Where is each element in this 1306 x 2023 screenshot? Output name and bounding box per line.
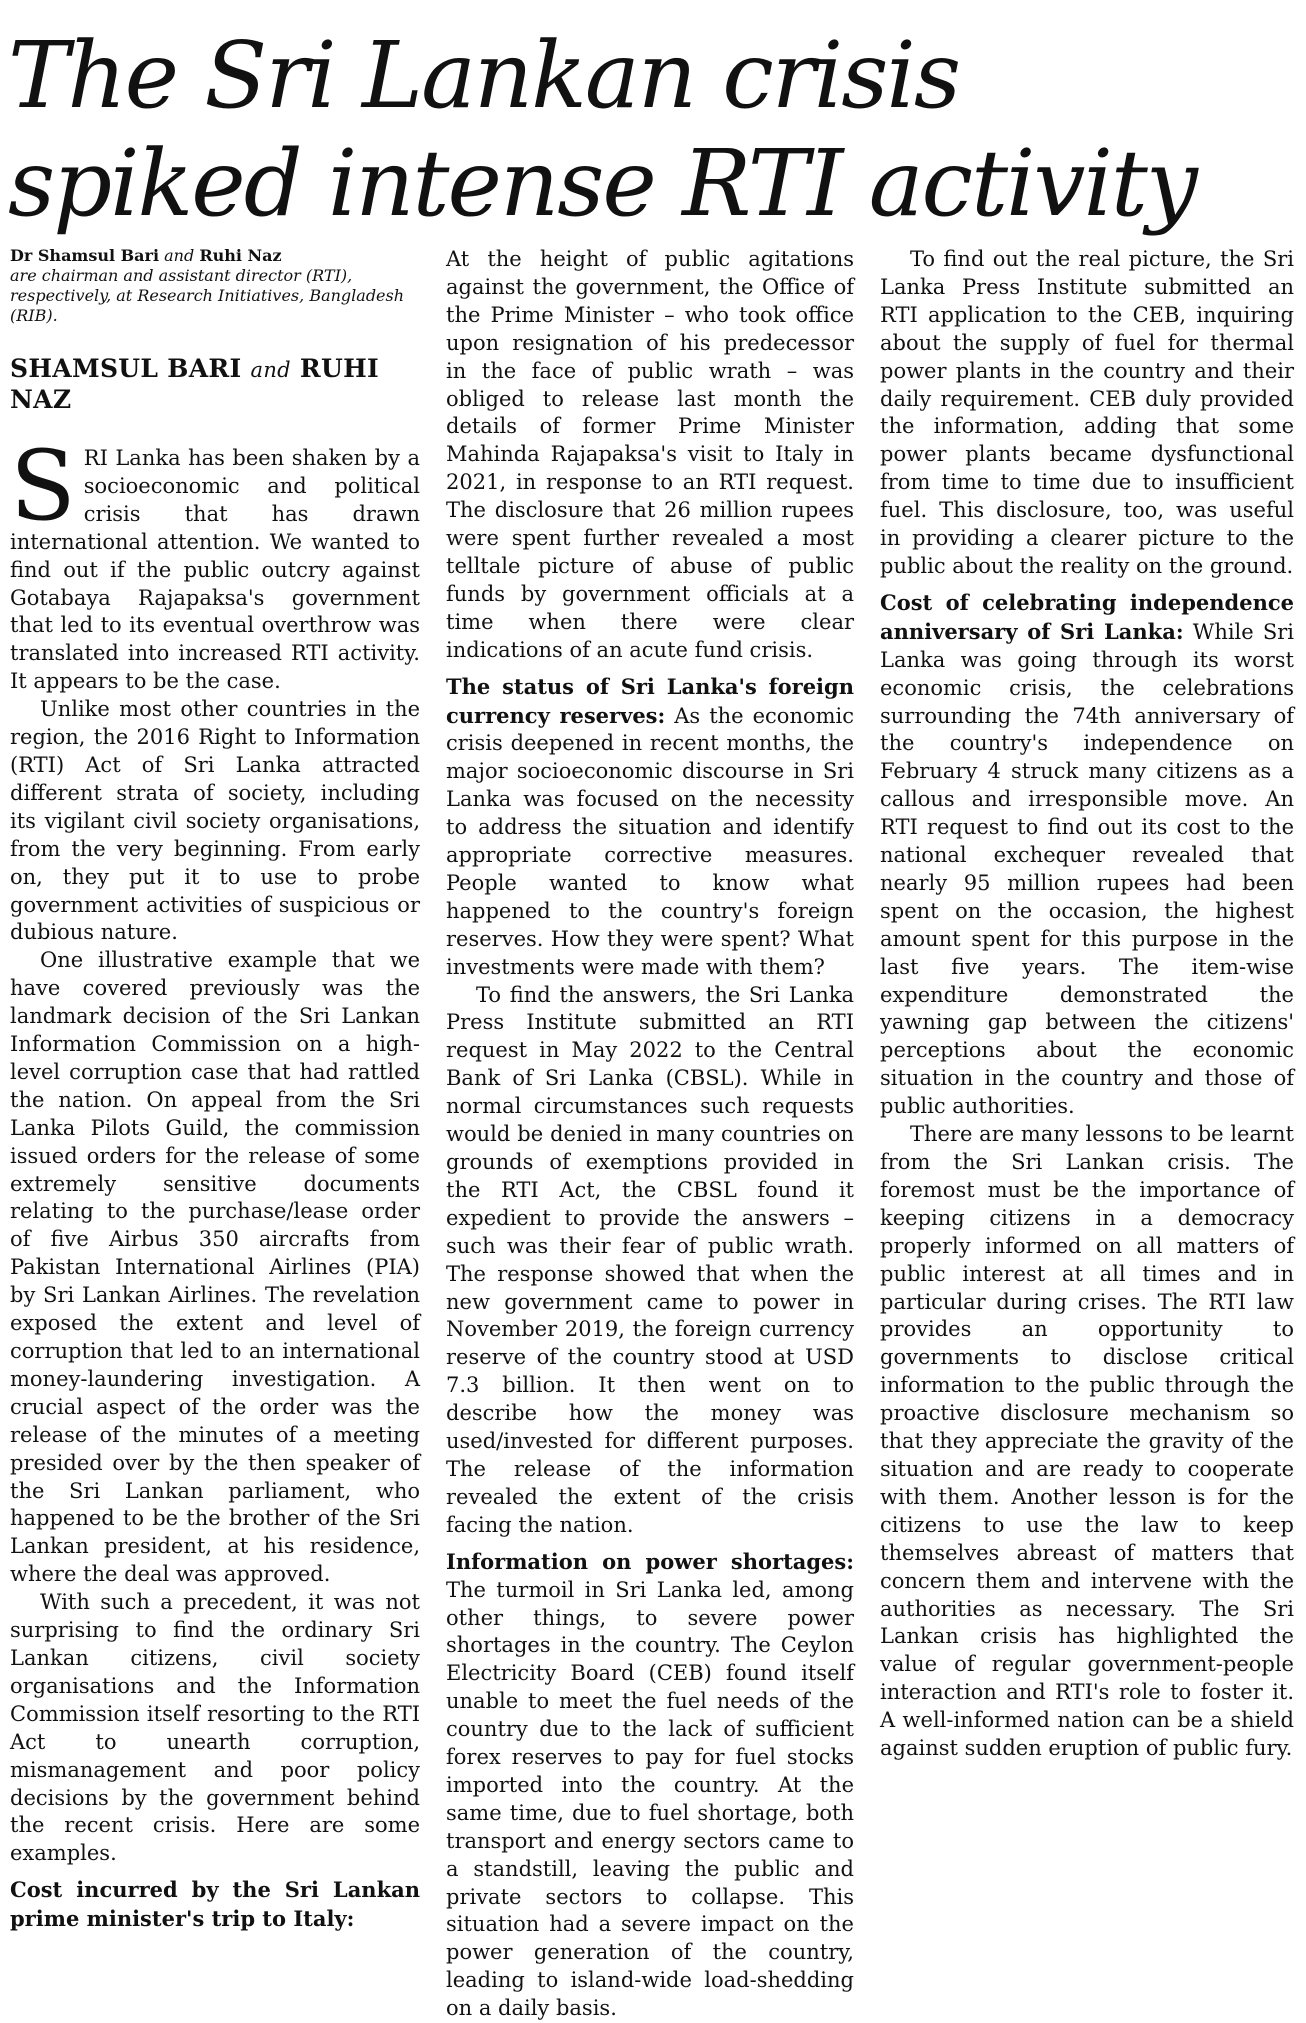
author-line-author-2: RUHI NAZ <box>10 354 379 414</box>
paragraph-3: One illustrative example that we have covered previously was the landmark decision of the Sri Lankan Information Commission on a high-level corruption case that had rattled the nation. On appeal from the Sri Lanka Pilots Guild, the commission issued orders for the release of some extremely sensitive documents relating to the purchase/lease order of five Airbus 350 aircrafts from Pakistan International Airlines (PIA) by Sri Lankan Airlines. The revelation exposed the extent and level of corruption that led to an international money-laundering investigation. A crucial aspect of the order was the release of the minutes of a meeting presided over by the then speaker of the Sri Lankan parliament, who happened to be the brother of the Sri Lankan president, at his residence, where the deal was approved. <box>10 948 420 1587</box>
section-4-body: While Sri Lanka was going through its worst economic crisis, the celebrations surrounding the 74th anniversary of the country's independence on February 4 struck many citizens as a callous and irresponsible move. An RTI request to find out its cost to the national exchequer revealed that nearly 95 million rupees had been spent on the occasion, the highest amount spent for this purpose in the last five years. The item-wise expenditure demonstrated the yawning gap between the citizens' perceptions about the economic situation in the country and those of public authorities. <box>880 619 1294 1119</box>
author-line-author-1: SHAMSUL BARI <box>10 354 242 383</box>
byline-and: and <box>164 246 195 265</box>
section-3-body: The turmoil in Sri Lanka led, among other things, to severe power shortages in the country. The Ceylon Electricity Board (CEB) found itself unable to meet the fuel needs of the country due to the lack of sufficient forex reserves to pay for fuel stocks imported into the country. At the same time, due to fuel shortage, both transport and energy sectors came to a standstill, leaving the public and private sectors to collapse. This situation had a severe impact on the power generation of the country, leading to island-wide load-shedding on a daily basis. <box>446 1577 854 2021</box>
drop-cap: S <box>10 430 76 542</box>
section-2-body: As the economic crisis deepened in recent months, the major socioeconomic discourse in Sri Lanka was focused on the necessity to address the situation and identify appropriate corrective measures. People wanted to know what happened to the country's foreign reserves. How they were spent? What investments were made with them? <box>446 703 854 979</box>
section-4 <box>880 589 1294 1121</box>
section-3 <box>446 1548 854 2023</box>
headline: The Sri Lankan crisis spiked intense RTI activity <box>8 22 1196 237</box>
paragraph-2: Unlike most other countries in the region, the 2016 Right to Information (RTI) Act of Sri Lanka attracted different strata of society, including its vigilant civil society organisations, from the very beginning. From early on, they put it to use to probe government activities of suspicious or dubious nature. <box>10 697 420 945</box>
paragraph-final: There are many lessons to be learnt from the Sri Lankan crisis. The foremost must be the importance of keeping citizens in a democracy properly informed on all matters of public interest at all times and in particular during crises. The RTI law provides an opportunity to governments to disclose critical information to the public through the proactive disclosure mechanism so that they appreciate the gravity of the situation and are ready to cooperate with them. Another lesson is for the citizens to use the law to keep themselves abreast of matters that concern them and intervene with the authorities as necessary. The Sri Lankan crisis has highlighted the value of regular government-people interaction and RTI's role to foster it. A well-informed nation can be a shield against sudden eruption of public fury. <box>880 1122 1294 1761</box>
article-column-3 <box>880 246 1294 1901</box>
article-column-1 <box>10 246 420 1932</box>
paragraph-4: With such a precedent, it was not surprising to find the ordinary Sri Lankan citizens, civil society organisations and the Information Commission itself resorting to the RTI Act to unearth corruption, mismanagement and poor policy decisions by the government behind the recent crisis. Here are some examples. <box>10 1590 420 1866</box>
author-line-and: and <box>250 358 291 382</box>
section-3-heading: Information on power shortages: <box>446 1548 854 1574</box>
section-2-heading: The status of Sri Lanka's foreign currency reserves: <box>446 673 854 728</box>
section-2 <box>446 673 854 982</box>
paragraph-intro <box>10 430 420 696</box>
byline-description: are chairman and assistant director (RTI), respectively, at Research Initiatives, Bangladesh (RIB). <box>10 266 405 325</box>
section-4-heading: Cost of celebrating independence anniversary of Sri Lanka: <box>880 589 1294 644</box>
byline-author-2: Ruhi Naz <box>199 246 282 265</box>
byline-author-1: Dr Shamsul Bari <box>10 246 160 265</box>
byline <box>10 246 420 326</box>
section-1-body: At the height of public agitations against the government, the Office of the Prime Minister – who took office upon resignation of his predecessor in the face of public wrath – was obliged to release last month the details of former Prime Minister Mahinda Rajapaksa's visit to Italy in 2021, in response to an RTI request. The disclosure that 26 million rupees were spent further revealed a most telltale picture of abuse of public funds by government officials at a time when there were clear indications of an acute fund crisis. <box>446 247 854 662</box>
section-2-paragraph-2: To find the answers, the Sri Lanka Press Institute submitted an RTI request in May 2022 to the Central Bank of Sri Lanka (CBSL). While in normal circumstances such requests would be denied in many countries on grounds of exemptions provided in the RTI Act, the CBSL found it expedient to provide the answers – such was their fear of public wrath. The response showed that when the new government came to power in November 2019, the foreign currency reserve of the country stood at USD 7.3 billion. It then went on to describe how the money was used/invested for different purposes. The release of the information revealed the extent of the crisis facing the nation. <box>446 982 854 1537</box>
section-1 <box>10 1876 420 1934</box>
section-1-heading: Cost incurred by the Sri Lankan prime minister's trip to Italy: <box>10 1877 420 1932</box>
paragraph-intro-text: RI Lanka has been shaken by a socioeconomic and political crisis that has drawn international attention. We wanted to find out if the public outcry against Gotabaya Rajapaksa's government that led to its eventual overthrow was translated into increased RTI activity. It appears to be the case. <box>10 446 420 694</box>
article-column-2 <box>446 246 854 2021</box>
author-line <box>10 354 420 415</box>
section-3-paragraph-2: To find out the real picture, the Sri Lanka Press Institute submitted an RTI application to the CEB, inquiring about the supply of fuel for thermal power plants in the country and their daily requirement. CEB duly provided the information, adding that some power plants became dysfunctional from time to time due to insufficient fuel. This disclosure, too, was useful in providing a clearer picture to the public about the reality on the ground. <box>880 247 1294 578</box>
